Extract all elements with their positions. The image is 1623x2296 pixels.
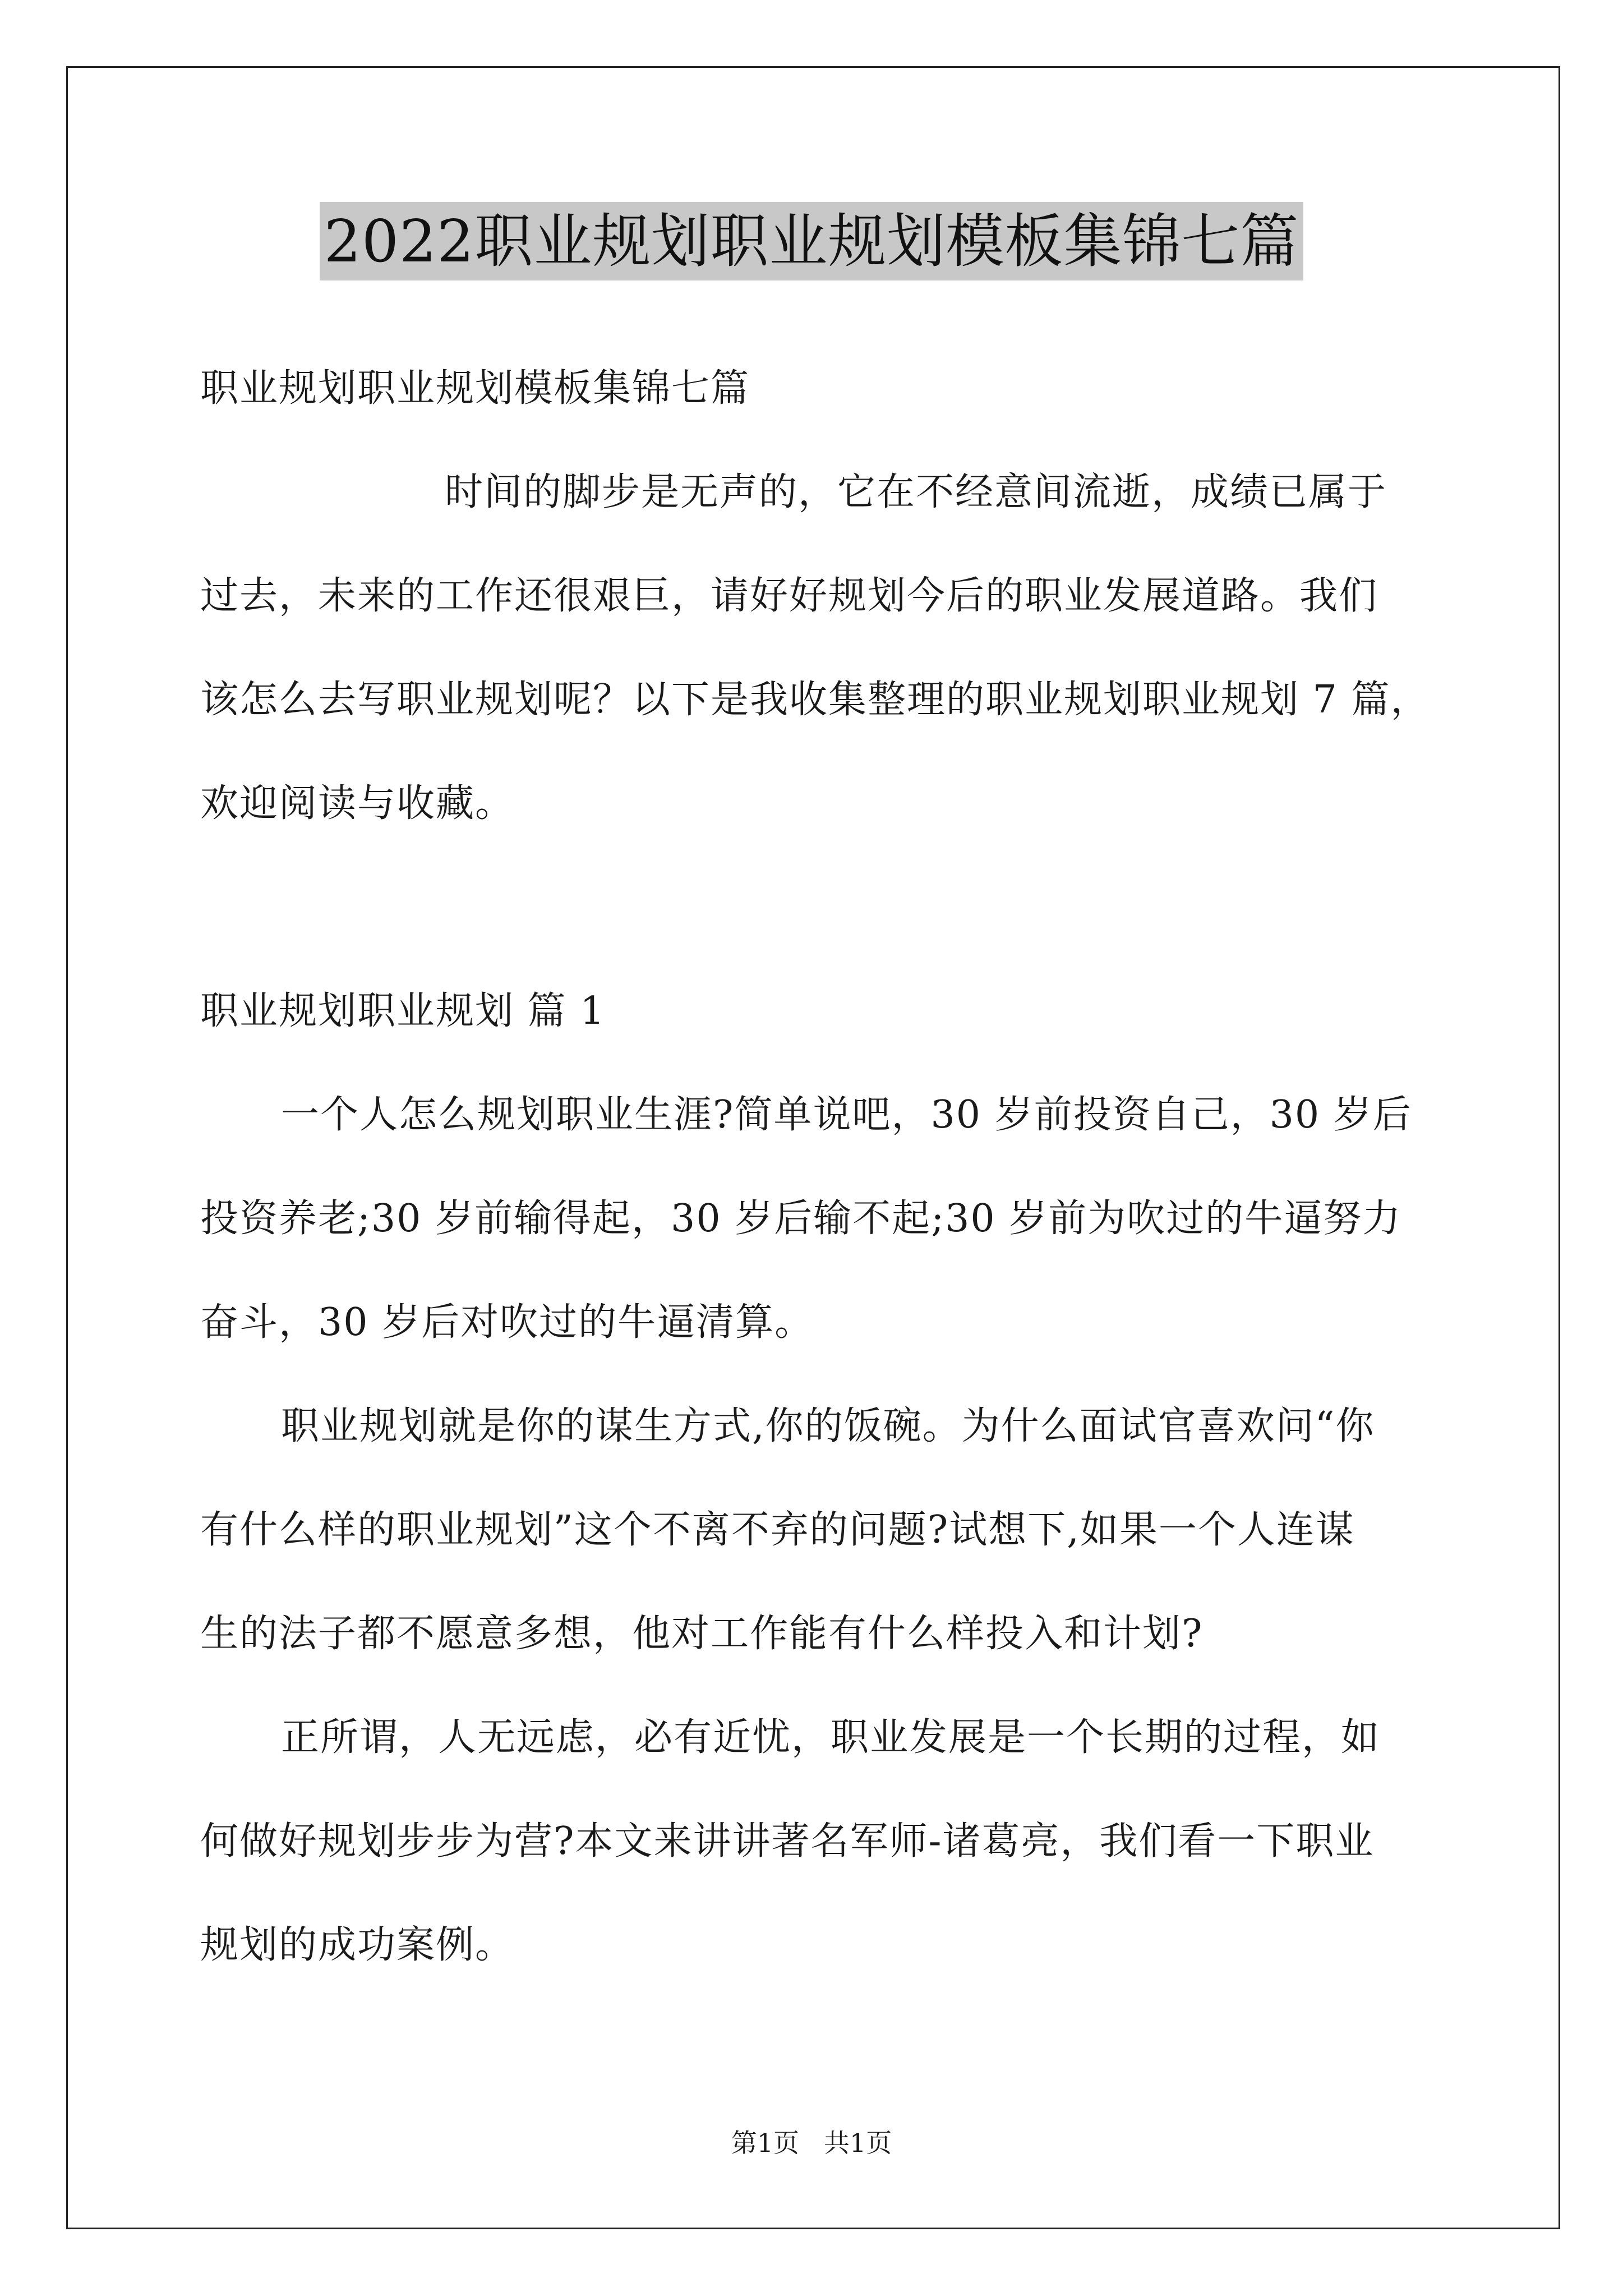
page-number: 第1页 <box>731 2128 799 2158</box>
body-paragraph <box>200 1686 1434 1997</box>
body-paragraph <box>200 1374 1434 1686</box>
paragraph-line: 正所谓，人无远虑，必有近忧，职业发展是一个长期的过程，如 <box>281 1715 1381 1760</box>
paragraph-line: 一个人怎么规划职业生涯?简单说吧，30 岁前投资自己，30 岁后 <box>281 1093 1412 1137</box>
title-container <box>0 202 1623 280</box>
document-body <box>200 337 1434 1997</box>
body-paragraph <box>200 1063 1434 1374</box>
page-total: 共1页 <box>824 2128 892 2158</box>
section-heading: 职业规划职业规划 篇 1 <box>200 989 606 1033</box>
intro-line: 欢迎阅读与收藏。 <box>200 781 515 826</box>
intro-line: 时间的脚步是无声的，它在不经意间流逝，成绩已属于 <box>445 470 1387 514</box>
paragraph-line: 何做好规划步步为营?本文来讲讲著名军师-诸葛亮，我们看一下职业 <box>200 1819 1375 1864</box>
page-footer <box>0 2126 1623 2160</box>
intro-line: 过去，未来的工作还很艰巨，请好好规划今后的职业发展道路。我们 <box>200 574 1378 618</box>
intro-line: 该怎么去写职业规划呢？以下是我收集整理的职业规划职业规划 7 篇， <box>200 678 1430 722</box>
paragraph-line: 奋斗，30 岁后对吹过的牛逼清算。 <box>200 1300 814 1345</box>
paragraph-line: 职业规划就是你的谋生方式,你的饭碗。为什么面试官喜欢问“你 <box>281 1404 1375 1448</box>
document-title: 2022职业规划职业规划模板集锦七篇 <box>320 202 1304 280</box>
intro-paragraph <box>200 440 1434 855</box>
paragraph-line: 投资养老;30 岁前输得起，30 岁后输不起;30 岁前为吹过的牛逼努力 <box>200 1197 1402 1241</box>
paragraph-line: 生的法子都不愿意多想，他对工作能有什么样投入和计划? <box>200 1612 1204 1656</box>
paragraph-line: 规划的成功案例。 <box>200 1923 515 1967</box>
section-spacer <box>200 855 1434 959</box>
paragraph-line: 有什么样的职业规划”这个不离不弃的问题?试想下,如果一个人连谋 <box>200 1508 1355 1552</box>
document-subtitle: 职业规划职业规划模板集锦七篇 <box>200 366 750 411</box>
